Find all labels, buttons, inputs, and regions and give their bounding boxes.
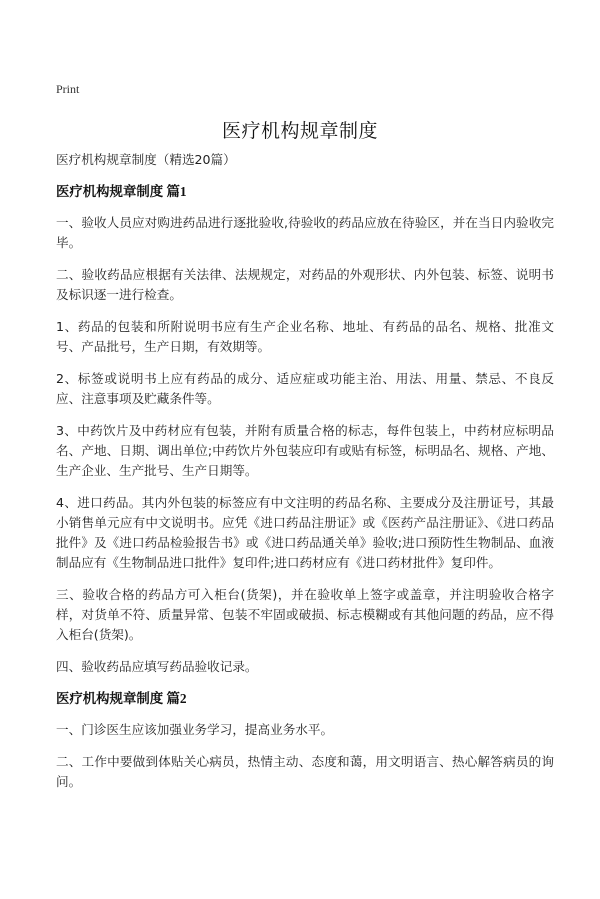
document-subtitle: 医疗机构规章制度（精选20篇） xyxy=(56,152,236,167)
section-heading-2: 医疗机构规章制度 篇2 xyxy=(56,691,187,706)
document-body xyxy=(56,150,554,804)
paragraph: 2、标签或说明书上应有药品的成分、适应症或功能主治、用法、用量、禁忌、不良反应、注意事项及贮藏条件等。 xyxy=(56,371,554,406)
print-link[interactable]: Print xyxy=(56,82,80,96)
paragraph: 1、药品的包装和所附说明书应有生产企业名称、地址、有药品的品名、规格、批准文号、产品批号，生产日期，有效期等。 xyxy=(56,319,554,354)
paragraph: 四、验收药品应填写药品验收记录。 xyxy=(56,659,258,674)
page-title: 医疗机构规章制度 xyxy=(221,120,378,142)
paragraph: 一、门诊医生应该加强业务学习，提高业务水平。 xyxy=(56,722,334,737)
paragraph: 二、工作中要做到体贴关心病员，热情主动、态度和蔼，用文明语言、热心解答病员的询问。 xyxy=(56,754,554,789)
paragraph: 一、验收人员应对购进药品进行逐批验收,待验收的药品应放在待验区，并在当日内验收完毕。 xyxy=(56,215,554,250)
paragraph: 3、中药饮片及中药材应有包装，并附有质量合格的标志，每件包装上，中药材应标明品名、产地、日期、调出单位;中药饮片外包装应印有或贴有标签，标明品名、规格、产地、生产企业、生产批号、生产日期等。 xyxy=(56,423,554,478)
section-heading-1: 医疗机构规章制度 篇1 xyxy=(56,184,187,199)
paragraph: 二、验收药品应根据有关法律、法规规定，对药品的外观形状、内外包装、标签、说明书及标识逐一进行检查。 xyxy=(56,267,554,302)
paragraph: 4、进口药品。其内外包装的标签应有中文注明的药品名称、主要成分及注册证号，其最小销售单元应有中文说明书。应凭《进口药品注册证》或《医药产品注册证》、《进口药品批件》及《进口药品检验报告书》或《进口药品通关单》验收;进口预防性生物制品、血液制品应有《生物制品进口批件》复印件;进口药材应有《进口药材批件》复印件。 xyxy=(56,495,554,570)
paragraph: 三、验收合格的药品方可入柜台(货架)，并在验收单上签字或盖章，并注明验收合格字样，对货单不符、质量异常、包装不牢固或破损、标志模糊或有其他问题的药品，应不得入柜台(货架)。 xyxy=(56,587,554,642)
